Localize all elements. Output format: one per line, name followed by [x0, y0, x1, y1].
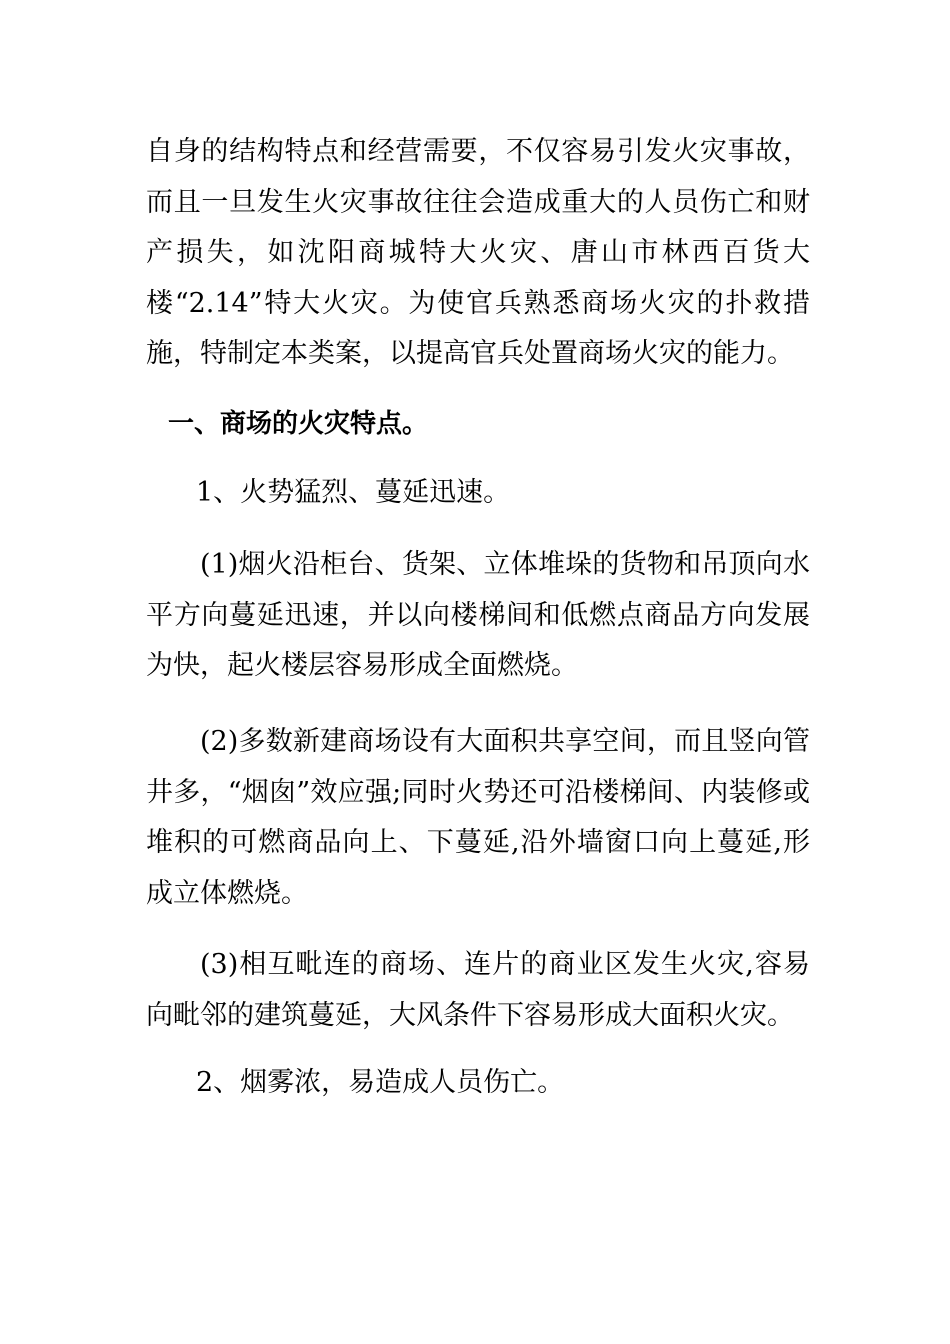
item-horizontal-spread: (1)烟火沿柜台、货架、立体堆垛的货物和吊顶向水平方向蔓延迅速，并以向楼梯间和低燃点商品方向发展为快，起火楼层容易形成全面燃烧。	[146, 549, 810, 681]
subheading-fire-spread: 1、火势猛烈、蔓延迅速。	[196, 477, 511, 508]
intro-paragraph: 自身的结构特点和经营需要，不仅容易引发火灾事故，而且一旦发生火灾事故往往会造成重大的人员伤亡和财产损失，如沈阳商城特大火灾、唐山市林西百货大楼“2.14”特大火灾。为使官兵熟悉商场火灾的扑救措施，特制定本类案，以提高官兵处置商场火灾的能力。	[146, 136, 810, 369]
subheading-smoke: 2、烟雾浓，易造成人员伤亡。	[196, 1067, 565, 1098]
item-vertical-spread: (2)多数新建商场设有大面积共享空间，而且竖向管井多，“烟囱”效应强;同时火势还可沿楼梯间、内装修或堆积的可燃商品向上、下蔓延,沿外墙窗口向上蔓延,形成立体燃烧。	[146, 726, 810, 909]
section-heading: 一、商场的火灾特点。	[168, 409, 429, 439]
item-adjacent-spread: (3)相互毗连的商场、连片的商业区发生火灾,容易向毗邻的建筑蔓延，大风条件下容易形成大面积火灾。	[146, 949, 810, 1031]
